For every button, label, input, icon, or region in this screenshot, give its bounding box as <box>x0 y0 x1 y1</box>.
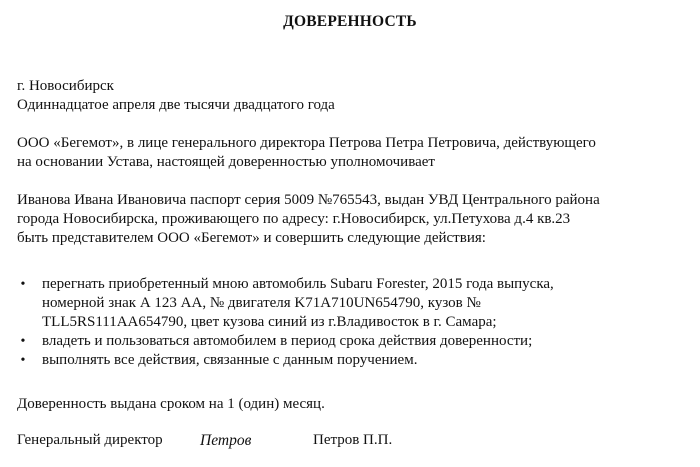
list-item <box>17 332 687 351</box>
bullet-icon: • <box>20 334 26 349</box>
principal-paragraph <box>17 134 697 172</box>
agent-line: быть представителем ООО «Бегемот» и совершить следующие действия: <box>17 230 486 246</box>
actions-list <box>17 275 687 370</box>
document-title: ДОВЕРЕННОСТЬ <box>283 13 417 30</box>
place-line: г. Новосибирск <box>17 78 114 94</box>
agent-line: города Новосибирска, проживающего по адресу: г.Новосибирск, ул.Петухова д.4 кв.23 <box>17 211 571 227</box>
principal-line: на основании Устава, настоящей доверенностью уполномочивает <box>17 154 435 170</box>
signatory-position: Генеральный директор <box>17 432 163 448</box>
agent-paragraph <box>17 191 697 248</box>
action-line: выполнять все действия, связанные с данным поручением. <box>42 352 418 368</box>
handwritten-signature: Петров <box>200 432 252 449</box>
validity-paragraph <box>17 395 697 414</box>
list-item <box>17 351 687 370</box>
agent-line: Иванова Ивана Ивановича паспорт серия 5009 №765543, выдан УВД Центрального района <box>17 192 600 208</box>
place-date-block <box>17 77 697 115</box>
date-line: Одиннадцатое апреля две тысячи двадцатого года <box>17 97 335 113</box>
validity-line: Доверенность выдана сроком на 1 (один) месяц. <box>17 396 325 412</box>
action-line: TLL5RS111AA654790, цвет кузова синий из г.Владивосток в г. Самара; <box>42 314 497 330</box>
action-line: перегнать приобретенный мною автомобиль Subaru Forester, 2015 года выпуска, <box>42 276 554 292</box>
signatory-name: Петров П.П. <box>313 432 393 448</box>
list-item <box>17 275 687 332</box>
action-line: номерной знак А 123 АА, № двигателя K71A710UN654790, кузов № <box>42 295 481 311</box>
principal-line: ООО «Бегемот», в лице генерального директора Петрова Петра Петровича, действующего <box>17 135 596 151</box>
bullet-icon: • <box>20 353 26 368</box>
action-line: владеть и пользоваться автомобилем в период срока действия доверенности; <box>42 333 533 349</box>
bullet-icon: • <box>20 277 26 292</box>
